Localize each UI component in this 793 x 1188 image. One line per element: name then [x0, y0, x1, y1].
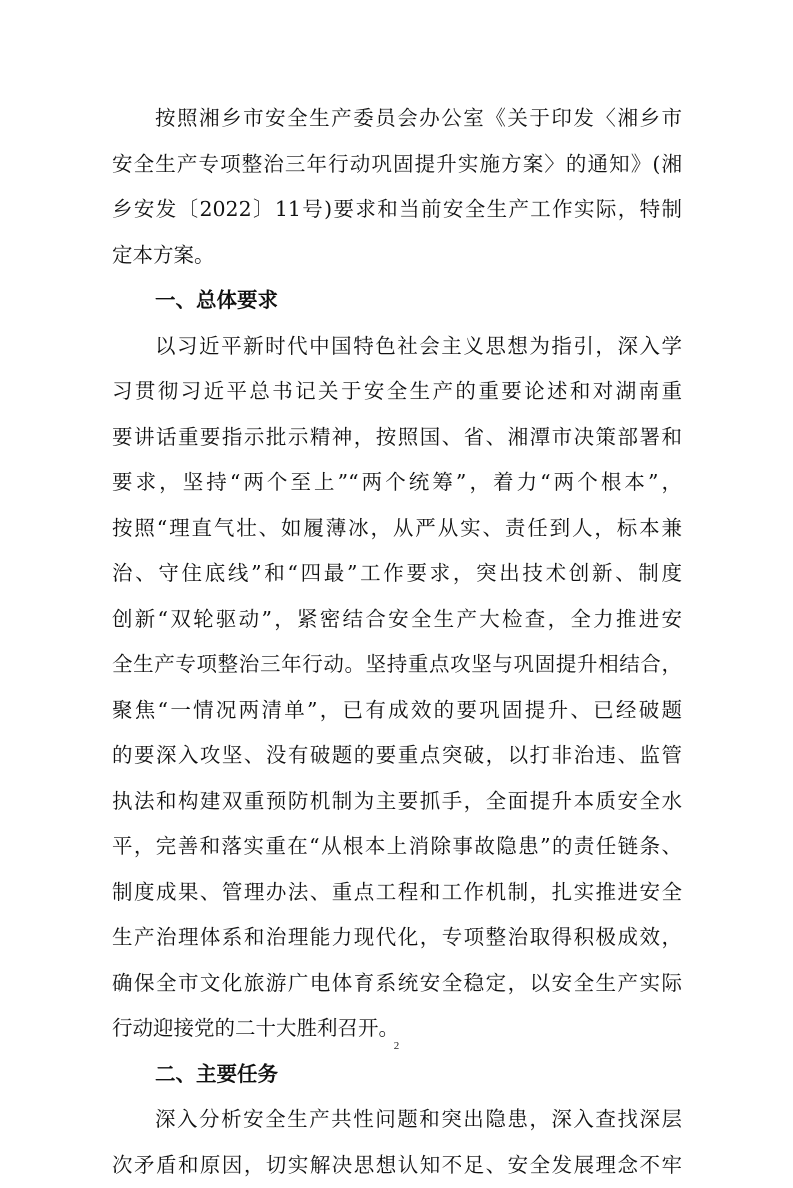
section-heading: 二、主要任务	[112, 1052, 682, 1098]
paragraph-line: 确保全市文化旅游广电体育系统安全稳定，以安全生产实际	[112, 961, 682, 1007]
paragraph-line: 按照湘乡市安全生产委员会办公室《关于印发〈湘乡市	[112, 96, 682, 142]
paragraph-line: 执法和构建双重预防机制为主要抓手，全面提升本质安全水	[112, 779, 682, 825]
paragraph-line: 要讲话重要指示批示精神，按照国、省、湘潭市决策部署和	[112, 415, 682, 461]
page-number: 2	[0, 1040, 793, 1052]
paragraph-line: 乡安发〔2022〕11号)要求和当前安全生产工作实际，特制	[112, 187, 682, 233]
paragraph-line: 创新“双轮驱动”，紧密结合安全生产大检查，全力推进安	[112, 597, 682, 643]
paragraph-line: 行动迎接党的二十大胜利召开。	[112, 1006, 682, 1052]
paragraph-line: 聚焦“一情况两清单”，已有成效的要巩固提升、已经破题	[112, 688, 682, 734]
paragraph-line: 生产治理体系和治理能力现代化，专项整治取得积极成效，	[112, 915, 682, 961]
paragraph-line: 要求，坚持“两个至上”“两个统筹”，着力“两个根本”，	[112, 460, 682, 506]
paragraph-line: 次矛盾和原因，切实解决思想认知不足、安全发展理念不牢	[112, 1143, 682, 1188]
section-heading: 一、总体要求	[112, 278, 682, 324]
paragraph-line: 习贯彻习近平总书记关于安全生产的重要论述和对湖南重	[112, 369, 682, 415]
paragraph-line: 制度成果、管理办法、重点工程和工作机制，扎实推进安全	[112, 870, 682, 916]
paragraph-line: 以习近平新时代中国特色社会主义思想为指引，深入学	[112, 324, 682, 370]
paragraph-line: 的要深入攻坚、没有破题的要重点突破，以打非治违、监管	[112, 733, 682, 779]
paragraph-line: 深入分析安全生产共性问题和突出隐患，深入查找深层	[112, 1097, 682, 1143]
paragraph-line: 全生产专项整治三年行动。坚持重点攻坚与巩固提升相结合，	[112, 642, 682, 688]
paragraph-line: 平，完善和落实重在“从根本上消除事故隐患”的责任链条、	[112, 824, 682, 870]
paragraph-line: 安全生产专项整治三年行动巩固提升实施方案〉的通知》(湘	[112, 142, 682, 188]
paragraph-line: 治、守住底线”和“四最”工作要求，突出技术创新、制度	[112, 551, 682, 597]
paragraph-line: 按照“理直气壮、如履薄冰，从严从实、责任到人，标本兼	[112, 506, 682, 552]
document-body	[112, 96, 682, 1188]
paragraph-line: 定本方案。	[112, 233, 682, 279]
